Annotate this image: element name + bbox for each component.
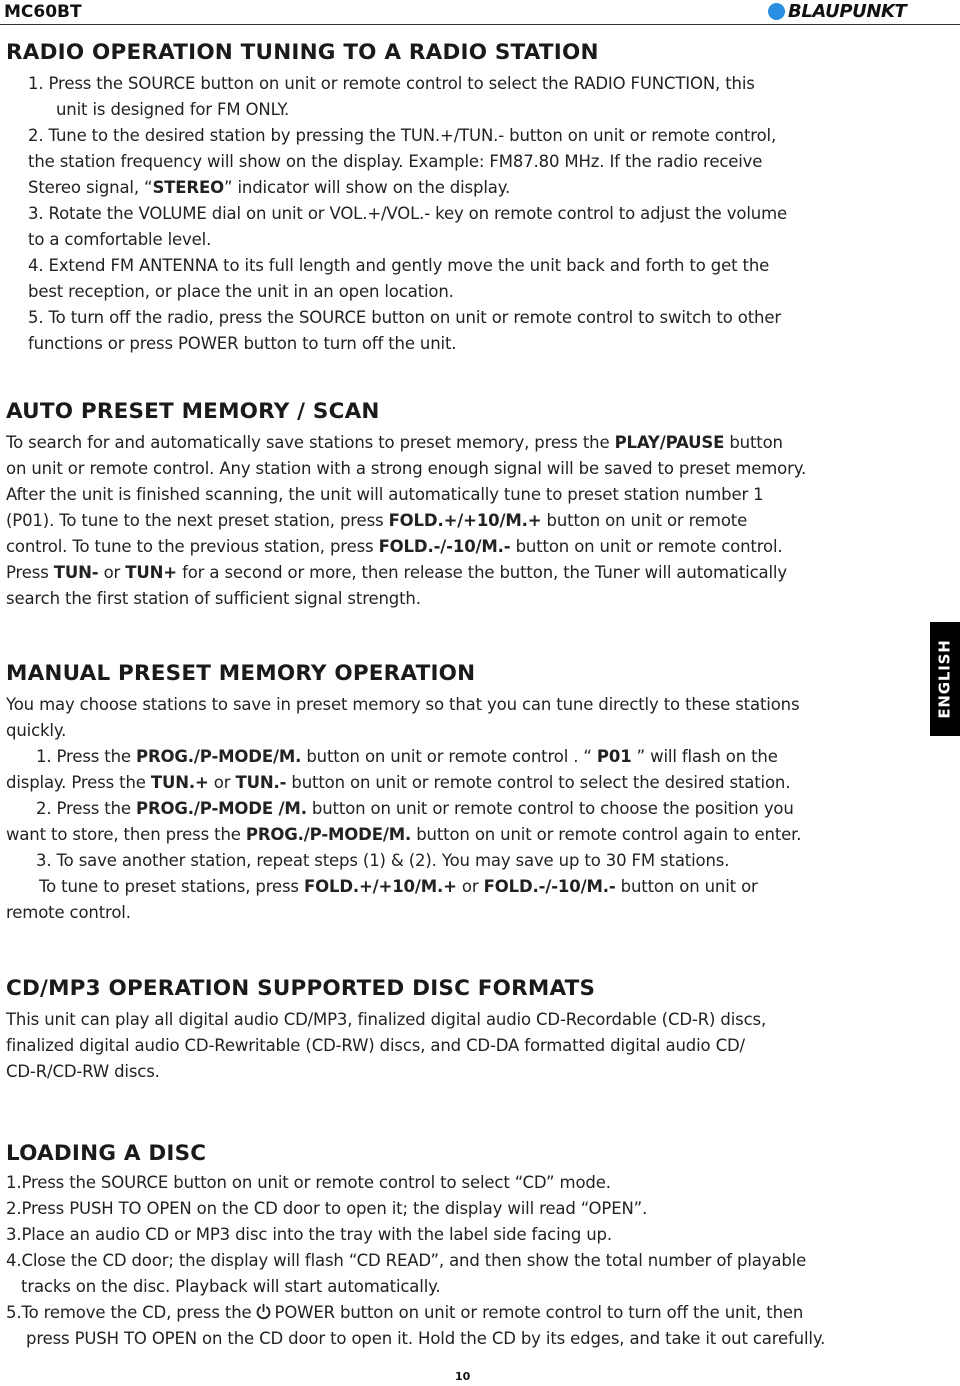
manual-line-3-c: ” will flash on the xyxy=(631,747,778,766)
play-pause-label: PLAY/PAUSE xyxy=(614,433,725,452)
auto-line-1-a: To search for and automatically save stations to preset memory, press the xyxy=(6,433,615,452)
auto-line-1-b: button xyxy=(724,433,783,452)
manual-line-7: 3. To save another station, repeat steps (1) & (2). You may save up to 30 FM stations. xyxy=(36,851,730,870)
auto-line-4-a: (P01). To tune to the next preset station, press xyxy=(6,511,389,530)
cdmp3-line-2: finalized digital audio CD-Rewritable (CD-RW) discs, and CD-DA formatted digital audio CD/ xyxy=(6,1036,745,1055)
manual-line-4-b: or xyxy=(208,773,236,792)
cdmp3-line-1: This unit can play all digital audio CD/MP3, finalized digital audio CD-Recordable (CD-R) discs, xyxy=(6,1010,767,1029)
manual-line-2: quickly. xyxy=(6,721,67,740)
loading-line-7: press PUSH TO OPEN on the CD door to open it. Hold the CD by its edges, and take it out carefully. xyxy=(26,1329,826,1348)
brand-wordmark: BLAUPUNKT xyxy=(788,0,907,22)
manual-line-5 xyxy=(6,796,906,822)
radio-line-11: functions or press POWER button to turn off the unit. xyxy=(28,334,457,353)
fold-minus-label: FOLD.-/-10/M.- xyxy=(378,537,511,556)
section-title-radio: RADIO OPERATION TUNING TO A RADIO STATION xyxy=(6,40,599,65)
fold-minus-label-2: FOLD.-/-10/M.- xyxy=(483,877,616,896)
manual-line-6-b: button on unit or remote control again to enter. xyxy=(411,825,802,844)
manual-line-8-c: button on unit or xyxy=(615,877,758,896)
loading-line-6-a: 5.To remove the CD, press the xyxy=(6,1303,252,1322)
section-auto-preset xyxy=(6,399,906,612)
prog-label-2: PROG./P-MODE /M. xyxy=(136,799,307,818)
auto-line-6 xyxy=(6,560,906,586)
radio-line-3: 2. Tune to the desired station by pressing the TUN.+/TUN.- button on unit or remote control, xyxy=(28,126,777,145)
auto-line-6-c: for a second or more, then release the button, the Tuner will automatically xyxy=(176,563,787,582)
tun-dot-minus-label: TUN.- xyxy=(235,773,287,792)
manual-line-4 xyxy=(6,770,906,796)
section-manual-preset xyxy=(6,661,906,926)
auto-line-7: search the first station of sufficient signal strength. xyxy=(6,589,421,608)
radio-line-9: best reception, or place the unit in an open location. xyxy=(28,282,454,301)
auto-line-3: After the unit is finished scanning, the unit will automatically tune to preset station number 1 xyxy=(6,485,764,504)
radio-line-1: 1. Press the SOURCE button on unit or remote control to select the RADIO FUNCTION, this xyxy=(28,74,755,93)
power-icon xyxy=(255,1303,272,1320)
model-name: MC60BT xyxy=(4,2,82,22)
language-tab xyxy=(930,622,960,736)
radio-line-2: unit is designed for FM ONLY. xyxy=(56,100,290,119)
section-cd-mp3 xyxy=(6,976,906,1085)
manual-line-8-b: or xyxy=(456,877,484,896)
auto-line-5-b: button on unit or remote control. xyxy=(510,537,783,556)
radio-line-7: to a comfortable level. xyxy=(28,230,212,249)
language-tab-label: ENGLISH xyxy=(936,639,954,719)
auto-line-6-b: or xyxy=(98,563,126,582)
manual-line-5-b: button on unit or remote control to choose the position you xyxy=(306,799,794,818)
section-title-manual: MANUAL PRESET MEMORY OPERATION xyxy=(6,661,476,686)
fold-plus-label: FOLD.+/+10/M.+ xyxy=(388,511,542,530)
section-radio xyxy=(6,40,906,357)
section-title-cdmp3: CD/MP3 OPERATION SUPPORTED DISC FORMATS xyxy=(6,976,596,1001)
loading-line-4: 4.Close the CD door; the display will flash “CD READ”, and then show the total number of playable xyxy=(6,1251,807,1270)
manual-line-9: remote control. xyxy=(6,903,131,922)
manual-line-3-b: button on unit or remote control . “ xyxy=(301,747,597,766)
prog-label-3: PROG./P-MODE/M. xyxy=(245,825,412,844)
manual-line-4-a: display. Press the xyxy=(6,773,151,792)
manual-line-6 xyxy=(6,822,906,848)
manual-line-8-a: To tune to preset stations, press xyxy=(39,877,304,896)
stereo-label: STEREO xyxy=(152,178,224,197)
manual-line-1: You may choose stations to save in preset memory so that you can tune directly to these stations xyxy=(6,695,800,714)
brand-logo xyxy=(768,0,918,22)
auto-line-4 xyxy=(6,508,906,534)
tun-dot-plus-label: TUN.+ xyxy=(150,773,209,792)
tun-minus-label: TUN- xyxy=(53,563,99,582)
cdmp3-line-3: CD-R/CD-RW discs. xyxy=(6,1062,160,1081)
manual-line-3-a: 1. Press the xyxy=(36,747,137,766)
section-loading-disc xyxy=(6,1141,906,1352)
loading-line-6 xyxy=(6,1300,906,1326)
auto-line-6-a: Press xyxy=(6,563,54,582)
radio-line-5-a: Stereo signal, “ xyxy=(28,178,153,197)
tun-plus-label: TUN+ xyxy=(125,563,177,582)
radio-line-5 xyxy=(6,175,906,201)
loading-line-2: 2.Press PUSH TO OPEN on the CD door to open it; the display will read “OPEN”. xyxy=(6,1199,648,1218)
auto-line-5-a: control. To tune to the previous station, press xyxy=(6,537,379,556)
manual-line-3 xyxy=(6,744,906,770)
manual-line-4-c: button on unit or remote control to select the desired station. xyxy=(286,773,791,792)
radio-line-4: the station frequency will show on the display. Example: FM87.80 MHz. If the radio receive xyxy=(28,152,763,171)
manual-line-6-a: want to store, then press the xyxy=(6,825,246,844)
section-title-loading: LOADING A DISC xyxy=(6,1141,207,1166)
p01-label: P01 xyxy=(596,747,632,766)
auto-line-4-b: button on unit or remote xyxy=(541,511,748,530)
section-title-auto: AUTO PRESET MEMORY / SCAN xyxy=(6,399,380,424)
fold-plus-label-2: FOLD.+/+10/M.+ xyxy=(303,877,457,896)
auto-line-1 xyxy=(6,430,906,456)
auto-line-5 xyxy=(6,534,906,560)
header-rule xyxy=(0,24,960,25)
auto-line-2: on unit or remote control. Any station with a strong enough signal will be saved to preset memory. xyxy=(6,459,807,478)
manual-line-5-a: 2. Press the xyxy=(36,799,137,818)
manual-line-8 xyxy=(6,874,906,900)
radio-line-8: 4. Extend FM ANTENNA to its full length and gently move the unit back and forth to get the xyxy=(28,256,770,275)
prog-label-1: PROG./P-MODE/M. xyxy=(136,747,302,766)
radio-line-6: 3. Rotate the VOLUME dial on unit or VOL.+/VOL.- key on remote control to adjust the volume xyxy=(28,204,787,223)
radio-line-5-b: ” indicator will show on the display. xyxy=(223,178,511,197)
page-number: 10 xyxy=(455,1370,471,1383)
brand-dot-icon xyxy=(768,3,785,20)
loading-line-1: 1.Press the SOURCE button on unit or remote control to select “CD” mode. xyxy=(6,1173,611,1192)
loading-line-5: tracks on the disc. Playback will start automatically. xyxy=(21,1277,441,1296)
loading-line-3: 3.Place an audio CD or MP3 disc into the tray with the label side facing up. xyxy=(6,1225,612,1244)
loading-line-6-b: POWER button on unit or remote control to turn off the unit, then xyxy=(274,1303,804,1322)
radio-line-10: 5. To turn off the radio, press the SOURCE button on unit or remote control to switch to other xyxy=(28,308,781,327)
